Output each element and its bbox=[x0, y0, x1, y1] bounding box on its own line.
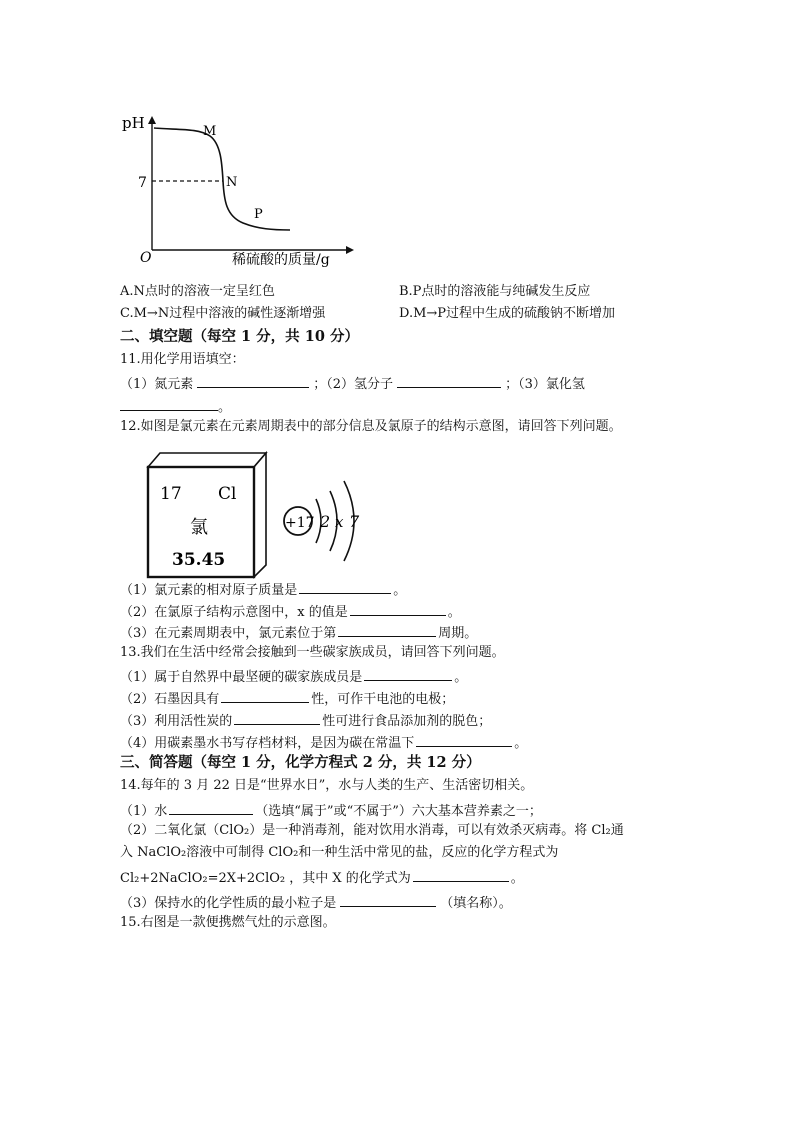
section-2-title: 二、填空题（每空 1 分，共 10 分） bbox=[120, 328, 359, 345]
q12-blank1[interactable] bbox=[299, 579, 391, 594]
q13-line2 bbox=[120, 688, 454, 709]
q11-part1: （1）氮元素 bbox=[120, 377, 194, 392]
option-c: C.M→N过程中溶液的碱性逐渐增强 bbox=[120, 306, 326, 321]
option-d: D.M→P过程中生成的硫酸钠不断增加 bbox=[399, 306, 616, 321]
element-name: 氯 bbox=[190, 517, 208, 538]
q11-blank1[interactable] bbox=[197, 373, 309, 388]
tick-seven: 7 bbox=[138, 175, 147, 191]
q13-blank4[interactable] bbox=[416, 732, 512, 747]
q12-blank2[interactable] bbox=[350, 601, 446, 616]
q14-l1-end: （选填“属于”或“不属于”）六大基本营养素之一； bbox=[255, 804, 542, 819]
q14-line4 bbox=[120, 867, 524, 888]
q12-l3-end: 周期。 bbox=[438, 626, 478, 641]
q11-blank2[interactable] bbox=[397, 373, 501, 388]
q12-l2-text: （2）在氯原子结构示意图中，x 的值是 bbox=[120, 605, 348, 620]
q13-l2-text: （2）石墨因具有 bbox=[120, 692, 220, 707]
q13-l3-end: 性可进行食品添加剂的脱色； bbox=[322, 714, 492, 729]
q14-l1-text: （1）水 bbox=[120, 804, 168, 819]
ph-graph bbox=[118, 108, 358, 268]
q13-line1 bbox=[120, 666, 467, 687]
q12-line2 bbox=[120, 601, 461, 622]
q11-part3: ；（3）氯化氢 bbox=[505, 377, 585, 392]
q12-blank3[interactable] bbox=[338, 622, 436, 637]
q11-blank3[interactable] bbox=[120, 396, 218, 411]
q14-blank1[interactable] bbox=[169, 800, 253, 815]
q11-stem: 11.用化学用语填空： bbox=[120, 352, 245, 367]
q14-blank3[interactable] bbox=[340, 892, 436, 907]
q13-blank1[interactable] bbox=[364, 666, 452, 681]
atomic-number: 17 bbox=[160, 484, 182, 504]
x-label: 稀硫酸的质量/g bbox=[232, 252, 330, 268]
q14-l5-text: （3）保持水的化学性质的最小粒子是 bbox=[120, 896, 337, 911]
q12-l1-end: 。 bbox=[393, 583, 407, 598]
q12-l3-text: （3）在元素周期表中，氯元素位于第 bbox=[120, 626, 337, 641]
q14-line1 bbox=[120, 800, 542, 821]
q14-line5 bbox=[120, 892, 512, 913]
q12-line1 bbox=[120, 579, 406, 600]
y-axis-arrow bbox=[148, 116, 156, 124]
q13-l4-text: （4）用碳素墨水书写存档材料，是因为碳在常温下 bbox=[120, 736, 415, 751]
q13-l1-end: 。 bbox=[454, 670, 468, 685]
q12-stem: 12.如图是氯元素在元素周期表中的部分信息及氯原子的结构示意图，请回答下列问题。 bbox=[120, 419, 622, 434]
shell-1-electrons: 2 bbox=[320, 512, 331, 531]
point-p-label: P bbox=[254, 207, 263, 222]
q11-line bbox=[120, 373, 585, 394]
ph-curve bbox=[154, 128, 290, 230]
q14-l4-end: 。 bbox=[510, 871, 524, 886]
section-3-title: 三、简答题（每空 1 分，化学方程式 2 分，共 12 分） bbox=[120, 754, 481, 771]
q13-l2-end: 性，可作干电池的电极； bbox=[311, 692, 455, 707]
point-n-label: N bbox=[226, 175, 238, 190]
q13-blank2[interactable] bbox=[221, 688, 309, 703]
q14-equation: Cl₂+2NaClO₂=2X+2ClO₂ ，其中 X 的化学式为 bbox=[120, 871, 411, 886]
atomic-mass: 35.45 bbox=[172, 550, 226, 570]
point-m-label: M bbox=[203, 124, 217, 139]
card-side-face bbox=[254, 453, 266, 577]
q14-line2: （2）二氧化氯（ClO₂）是一种消毒剂，能对饮用水消毒，可以有效杀灭病毒。将 Cl₂通 bbox=[120, 823, 624, 838]
q14-l5-end: （填名称）。 bbox=[440, 896, 512, 911]
q13-l3-text: （3）利用活性炭的 bbox=[120, 714, 233, 729]
chlorine-figure bbox=[140, 447, 380, 583]
nucleus-charge: +17 bbox=[285, 515, 315, 531]
option-b: B.P点时的溶液能与纯碱发生反应 bbox=[399, 284, 591, 299]
q13-line4 bbox=[120, 732, 527, 753]
q15-stem: 15.右图是一款便携燃气灶的示意图。 bbox=[120, 915, 336, 930]
q13-l4-end: 。 bbox=[514, 736, 528, 751]
q12-l1-text: （1）氯元素的相对原子质量是 bbox=[120, 583, 298, 598]
q14-blank2[interactable] bbox=[413, 867, 509, 882]
shell-3-electrons: 7 bbox=[349, 512, 360, 531]
q11-end: 。 bbox=[218, 400, 232, 415]
q14-stem: 14.每年的 3 月 22 日是“世界水日”，水与人类的生产、生活密切相关。 bbox=[120, 778, 534, 793]
shell-2-electrons: x bbox=[335, 513, 344, 531]
q12-l2-end: 。 bbox=[447, 605, 461, 620]
q12-line3 bbox=[120, 622, 477, 643]
origin-label: O bbox=[140, 250, 152, 266]
q13-blank3[interactable] bbox=[234, 710, 320, 725]
q13-line3 bbox=[120, 710, 491, 731]
y-label: pH bbox=[122, 114, 145, 132]
q13-l1-text: （1）属于自然界中最坚硬的碳家族成员是 bbox=[120, 670, 363, 685]
q13-stem: 13.我们在生活中经常会接触到一些碳家族成员，请回答下列问题。 bbox=[120, 645, 505, 660]
element-symbol: Cl bbox=[218, 484, 237, 504]
q14-line3: 入 NaClO₂溶液中可制得 ClO₂和一种生活中常见的盐，反应的化学方程式为 bbox=[120, 845, 559, 860]
q11-line2 bbox=[120, 396, 231, 417]
card-top-face bbox=[148, 453, 266, 467]
q11-part2: ；（2）氢分子 bbox=[313, 377, 394, 392]
x-axis-arrow bbox=[346, 246, 354, 254]
option-a: A.N点时的溶液一定呈红色 bbox=[120, 284, 275, 299]
